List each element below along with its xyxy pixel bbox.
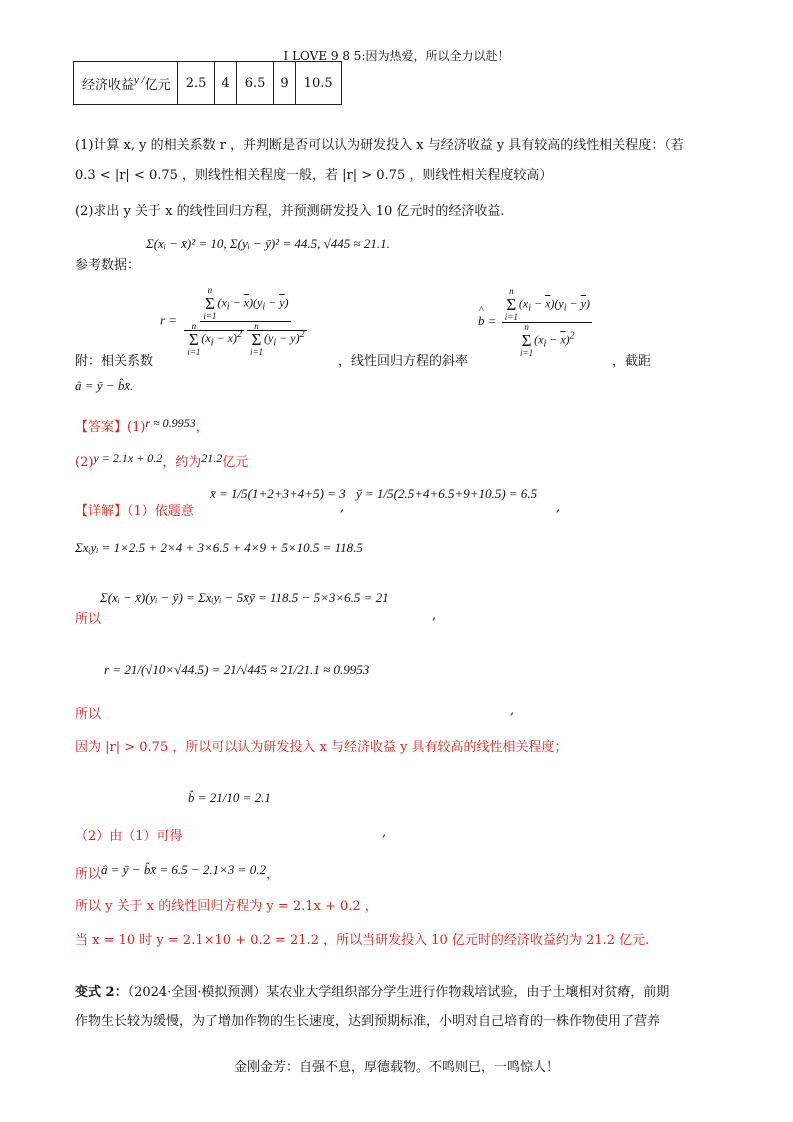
comma: , — [340, 500, 345, 515]
page-header: I LOVE 9 8 5:因为热爱，所以全力以赴！ — [283, 49, 510, 63]
detail-because: 因为 |r| > 0.75 ，所以可以认为研发投入 x 与经济收益 y 具有较高的线性相关程度； — [75, 740, 568, 755]
answer-line1: 【答案】(1)r ≈ 0.9953， — [75, 416, 209, 435]
answer-part2-suffix: ，约为 — [162, 455, 202, 470]
detail-so-1: 所以 — [75, 612, 102, 627]
detail-a-prefix: 所以 — [75, 867, 102, 882]
page-footer: 金刚金芳：自强不息，厚德载物。不鸣则已，一鸣惊人！ — [233, 1060, 559, 1075]
detail-xbar: x̄ = 1/5(1+2+3+4+5) = 3 — [210, 486, 346, 501]
comma: , — [556, 500, 561, 515]
slope-label: ，线性回归方程的斜率 — [338, 354, 469, 369]
answer-r-value: r ≈ 0.9953 — [145, 416, 196, 430]
answer-line2 — [75, 451, 248, 470]
question-1-line2: 0.3 < |r| < 0.75 ，则线性相关程度一般，若 |r| > 0.75 ，则线性相关程度较高） — [75, 168, 553, 183]
answer-regression: y = 2.1x + 0.2 — [93, 451, 163, 465]
variant-text1: （2024·全国·模拟预测）某农业大学组织部分学生进行作物栽培试验，由于土壤相对贫瘠，前期 — [127, 985, 670, 1000]
question-1-line1: (1)计算 x, y 的相关系数 r ，并判断是否可以认为研发投入 x 与经济收益 y 具有较高的线性相关程度：（若 — [75, 138, 684, 153]
detail-ybar: ȳ = 1/5(2.5+4+6.5+9+10.5) = 6.5 — [356, 486, 538, 501]
variant-line1 — [75, 981, 669, 1000]
reference-formula: Σ(xᵢ − x̄)² = 10, Σ(yᵢ − ȳ)² = 44.5, √445 ≈ 21.1. — [146, 236, 390, 251]
answer-label: 【答案】(1) — [75, 420, 146, 435]
detail-so-2: 所以 — [75, 707, 102, 722]
detail-a-formula: â = ȳ − b̂x̄ = 6.5 − 2.1×3 = 0.2 — [101, 862, 266, 877]
answer-part2-prefix: (2) — [75, 455, 94, 470]
detail-r-calc: r = 21/(√10×√44.5) = 21/√445 ≈ 21/21.1 ≈ 0.9953 — [104, 662, 370, 677]
detail-final-line: 当 x = 10 时 y = 2.1×10 + 0.2 = 21.2 ，所以当研发投入 10 亿元时的经济收益约为 21.2 亿元. — [75, 933, 650, 948]
data-table — [73, 61, 342, 105]
answer-unit: 亿元 — [222, 455, 249, 470]
question-2: (2)求出 y 关于 x 的线性回归方程，并预测研发投入 10 亿元时的经济收益. — [75, 204, 505, 219]
row-unit-text: 亿元 — [144, 77, 171, 93]
slope-formula: ^ b = n Σ i=1 $(x_i - \overline{x})(y_i - \overline{y})$ n Σ i=1 $(x_i - \overline{x})^2$ — [478, 287, 594, 358]
intercept-label: ，截距 — [612, 354, 652, 369]
detail-sum-xy: Σxᵢyᵢ = 1×2.5 + 2×4 + 3×6.5 + 4×9 + 5×10.5 = 118.5 — [75, 540, 363, 555]
table-row — [74, 62, 342, 105]
table-cell: 4 — [215, 62, 236, 105]
detail-label: 【详解】（1）依题意 — [75, 504, 194, 519]
table-cell: 6.5 — [236, 62, 274, 105]
comma: , — [382, 825, 387, 840]
table-cell: 10.5 — [295, 62, 341, 105]
detail-part2-label: （2）由（1）可得 — [75, 829, 183, 844]
row-label-text: 经济收益 — [82, 77, 135, 93]
intercept-formula: â = ȳ − b̂x̄. — [75, 378, 134, 393]
detail-sxy: Σ(xᵢ − x̄)(yᵢ − ȳ) = Σxᵢyᵢ − 5x̄ȳ = 118.5 − 5×3×6.5 = 21 — [100, 590, 389, 605]
table-row-label: 经济收益$^{y /}$亿元 — [74, 62, 178, 105]
detail-b-calc: b̂ = 21/10 = 2.1 — [188, 790, 271, 805]
detail-a-calc: 所以â = ȳ − b̂x̄ = 6.5 − 2.1×3 = 0.2， — [75, 862, 279, 882]
table-cell: 2.5 — [177, 62, 215, 105]
comma: , — [510, 703, 515, 718]
detail-regression-line: 所以 y 关于 x 的线性回归方程为 y = 2.1x + 0.2 ， — [75, 899, 378, 914]
table-cell: 9 — [274, 62, 295, 105]
correlation-formula: r = n Σ i=1 $(x_i - \overline{x})(y_i - \overline{y})$ n Σ i=1 $(x_i - \overline{x})^2$ n Σ i=1 $(y_i - \overline{y})^2$ — [160, 285, 305, 357]
appendix-label: 附：相关系数 — [75, 354, 154, 369]
answer-predicted: 21.2 — [201, 451, 223, 465]
variant-label: 变式 2： — [75, 985, 128, 1000]
reference-label: 参考数据： — [75, 258, 141, 273]
variant-line2: 作物生长较为缓慢，为了增加作物的生长速度，达到预期标准，小明对自己培育的一株作物使用了营养 — [75, 1014, 661, 1029]
comma: , — [432, 608, 437, 623]
